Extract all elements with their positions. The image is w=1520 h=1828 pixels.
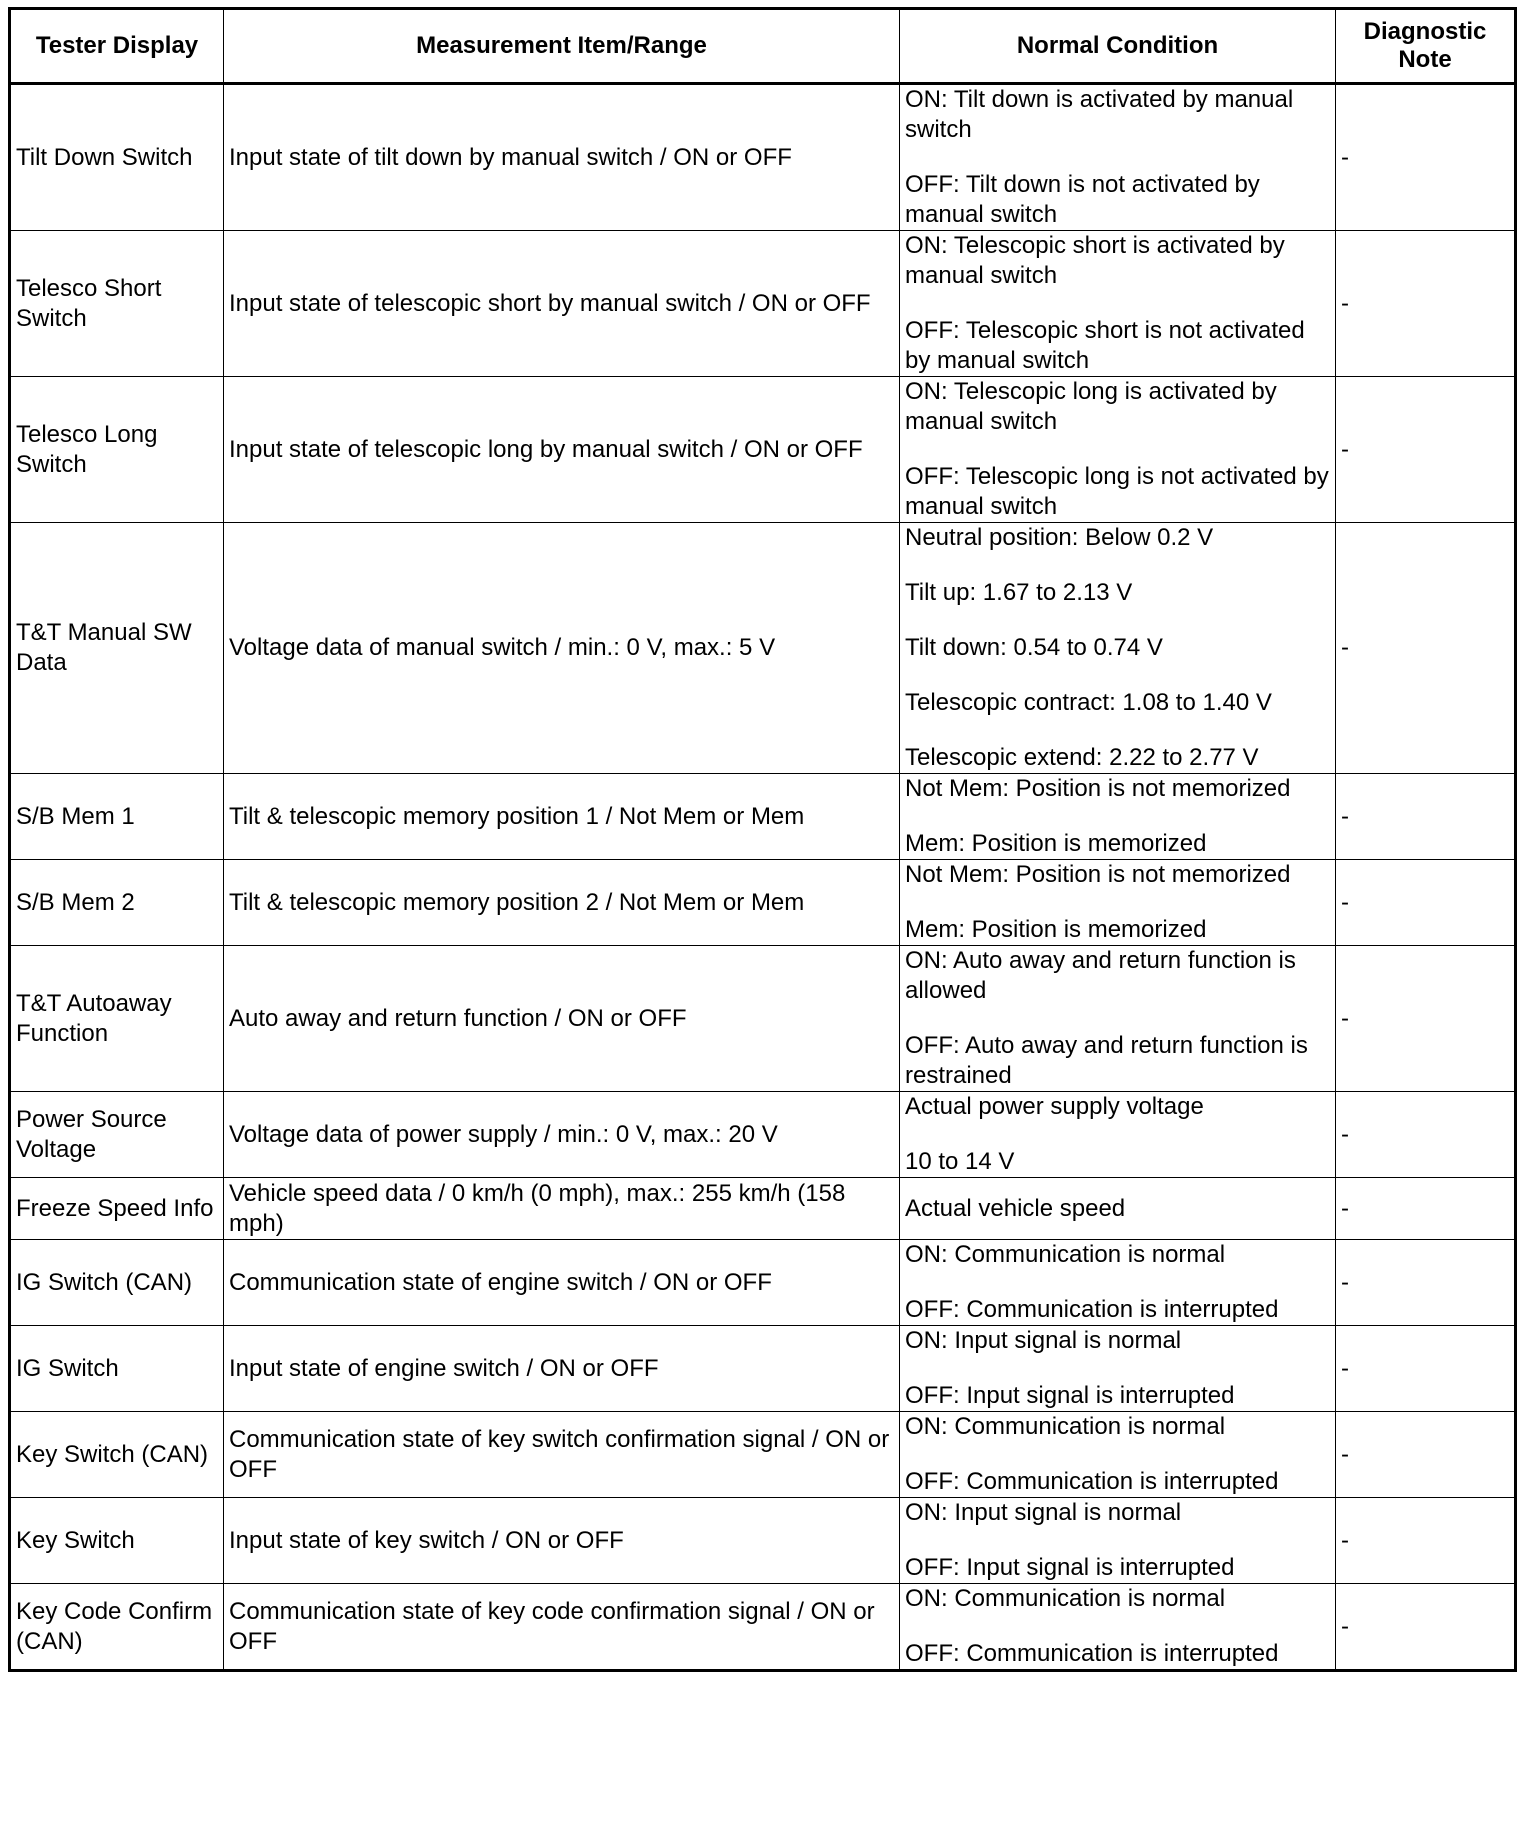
cell-measurement: Communication state of engine switch / ON or OFF [224,1240,900,1326]
cell-tester-display: Freeze Speed Info [10,1178,224,1240]
cell-tester-display: Tilt Down Switch [10,84,224,231]
table-row [10,1412,1516,1498]
cell-diagnostic-note: - [1336,1178,1516,1240]
cell-measurement: Input state of telescopic short by manual switch / ON or OFF [224,231,900,377]
cell-measurement: Tilt & telescopic memory position 1 / Not Mem or Mem [224,774,900,860]
condition-line: OFF: Communication is interrupted [905,1468,1279,1495]
condition-line: OFF: Input signal is interrupted [905,1382,1235,1409]
table-row [10,1584,1516,1671]
condition-line: OFF: Telescopic short is not activated by manual switch [905,317,1305,374]
cell-measurement: Voltage data of power supply / min.: 0 V, max.: 20 V [224,1092,900,1178]
condition-line: Mem: Position is memorized [905,916,1207,943]
cell-measurement: Tilt & telescopic memory position 2 / Not Mem or Mem [224,860,900,946]
cell-tester-display: Key Code Confirm (CAN) [10,1584,224,1671]
table-row [10,1178,1516,1240]
condition-line: 10 to 14 V [905,1148,1015,1175]
cell-normal-condition [900,1498,1336,1584]
cell-diagnostic-note: - [1336,860,1516,946]
table-row [10,523,1516,774]
condition-line: Neutral position: Below 0.2 V [905,524,1214,551]
cell-measurement: Voltage data of manual switch / min.: 0 V, max.: 5 V [224,523,900,774]
cell-measurement: Communication state of key switch confirmation signal / ON or OFF [224,1412,900,1498]
cell-normal-condition [900,1092,1336,1178]
table-row [10,774,1516,860]
cell-tester-display: S/B Mem 2 [10,860,224,946]
condition-line: Actual power supply voltage [905,1093,1204,1120]
condition-line: Telescopic contract: 1.08 to 1.40 V [905,689,1272,716]
cell-diagnostic-note: - [1336,1498,1516,1584]
condition-line: Mem: Position is memorized [905,830,1207,857]
cell-normal-condition [900,84,1336,231]
cell-tester-display: IG Switch [10,1326,224,1412]
cell-diagnostic-note: - [1336,1092,1516,1178]
table-row [10,946,1516,1092]
cell-normal-condition [900,1240,1336,1326]
cell-tester-display: Power Source Voltage [10,1092,224,1178]
condition-line: OFF: Input signal is interrupted [905,1554,1235,1581]
cell-normal-condition [900,1178,1336,1240]
condition-line: ON: Input signal is normal [905,1499,1182,1526]
cell-normal-condition [900,1326,1336,1412]
cell-diagnostic-note: - [1336,1240,1516,1326]
cell-normal-condition [900,946,1336,1092]
condition-line: Tilt up: 1.67 to 2.13 V [905,579,1133,606]
condition-line: OFF: Telescopic long is not activated by manual switch [905,463,1329,520]
cell-diagnostic-note: - [1336,946,1516,1092]
cell-measurement: Input state of telescopic long by manual switch / ON or OFF [224,377,900,523]
condition-line: ON: Auto away and return function is allowed [905,947,1296,1004]
cell-measurement: Input state of tilt down by manual switch / ON or OFF [224,84,900,231]
table-row [10,1326,1516,1412]
table-row [10,860,1516,946]
condition-line: ON: Communication is normal [905,1241,1226,1268]
cell-diagnostic-note: - [1336,774,1516,860]
header-tester-display: Tester Display [10,9,224,84]
cell-normal-condition [900,860,1336,946]
header-diagnostic-note: Diagnostic Note [1336,9,1516,84]
condition-line: ON: Communication is normal [905,1413,1226,1440]
cell-normal-condition [900,1584,1336,1671]
condition-line: Not Mem: Position is not memorized [905,775,1291,802]
cell-tester-display: Key Switch [10,1498,224,1584]
cell-tester-display: Telesco Long Switch [10,377,224,523]
cell-diagnostic-note: - [1336,523,1516,774]
cell-measurement: Communication state of key code confirmation signal / ON or OFF [224,1584,900,1671]
condition-line: Telescopic extend: 2.22 to 2.77 V [905,744,1259,771]
cell-tester-display: T&T Manual SW Data [10,523,224,774]
cell-normal-condition [900,231,1336,377]
cell-diagnostic-note: - [1336,377,1516,523]
condition-line: OFF: Tilt down is not activated by manual switch [905,171,1260,228]
cell-diagnostic-note: - [1336,231,1516,377]
table-row [10,1498,1516,1584]
cell-tester-display: IG Switch (CAN) [10,1240,224,1326]
header-row [10,9,1516,84]
cell-tester-display: Key Switch (CAN) [10,1412,224,1498]
header-normal-condition: Normal Condition [900,9,1336,84]
condition-line: ON: Tilt down is activated by manual switch [905,86,1294,143]
cell-tester-display: T&T Autoaway Function [10,946,224,1092]
data-list-sheet [8,7,1514,1672]
header-measurement: Measurement Item/Range [224,9,900,84]
cell-diagnostic-note: - [1336,1412,1516,1498]
cell-normal-condition [900,523,1336,774]
table-header [10,9,1516,84]
cell-measurement: Vehicle speed data / 0 km/h (0 mph), max.: 255 km/h (158 mph) [224,1178,900,1240]
condition-line: Not Mem: Position is not memorized [905,861,1291,888]
condition-line: OFF: Communication is interrupted [905,1640,1279,1667]
condition-line: ON: Telescopic short is activated by manual switch [905,232,1285,289]
condition-line: ON: Input signal is normal [905,1327,1182,1354]
cell-measurement: Input state of engine switch / ON or OFF [224,1326,900,1412]
cell-diagnostic-note: - [1336,1584,1516,1671]
cell-normal-condition [900,774,1336,860]
table-body [10,84,1516,1671]
cell-normal-condition [900,1412,1336,1498]
cell-diagnostic-note: - [1336,84,1516,231]
table-row [10,231,1516,377]
condition-line: Tilt down: 0.54 to 0.74 V [905,634,1163,661]
condition-line: ON: Communication is normal [905,1585,1226,1612]
condition-line: OFF: Communication is interrupted [905,1296,1279,1323]
table-row [10,1092,1516,1178]
condition-line: ON: Telescopic long is activated by manual switch [905,378,1277,435]
cell-tester-display: Telesco Short Switch [10,231,224,377]
cell-tester-display: S/B Mem 1 [10,774,224,860]
table-row [10,377,1516,523]
table-row [10,1240,1516,1326]
cell-normal-condition [900,377,1336,523]
cell-diagnostic-note: - [1336,1326,1516,1412]
data-list-table [8,7,1517,1672]
condition-line: OFF: Auto away and return function is restrained [905,1032,1308,1089]
table-row [10,84,1516,231]
cell-measurement: Input state of key switch / ON or OFF [224,1498,900,1584]
condition-line: Actual vehicle speed [905,1194,1126,1222]
cell-measurement: Auto away and return function / ON or OFF [224,946,900,1092]
